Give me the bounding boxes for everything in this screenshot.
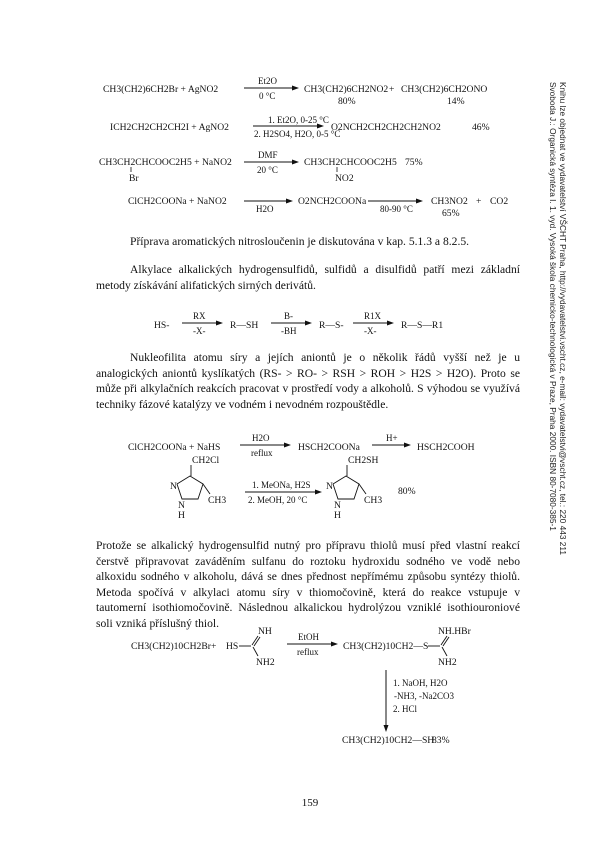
r8-solvent: EtOH [298, 632, 319, 642]
r5-arrow-2-above: B- [284, 311, 293, 321]
r5-arrow-1-below: -X- [193, 326, 206, 336]
r8-product-chain: CH3(CH2)10CH2—S [343, 641, 429, 652]
r2-product: O2NCH2CH2CH2CH2NO2 [331, 122, 441, 133]
r8-amine: NH2 [256, 657, 275, 668]
reaction-scheme-isothiouronium [0, 620, 600, 760]
r2-condition-1: 1. Et2O, 0-25 °C [268, 115, 329, 125]
r2-condition-2: 2. H2SO4, H2O, 0-5 °C [254, 129, 341, 139]
r1-plus: + [389, 84, 395, 95]
r5-thiol: R—SH [230, 320, 259, 331]
r1-yield-1: 80% [338, 96, 356, 107]
r3-product: CH3CH2CHCOOC2H5 [304, 157, 397, 168]
r8-product-imine-salt: NH.HBr [438, 626, 471, 637]
r8-final-yield: 83% [432, 735, 450, 746]
r8-final-thiol: CH3(CH2)10CH2—SH [342, 735, 435, 746]
svg-text:H: H [178, 510, 185, 521]
r5-arrow-3-above: R1X [364, 311, 382, 321]
r6-reactants: ClCH2COONa + NaHS [128, 442, 221, 453]
r1-product-1: CH3(CH2)6CH2NO2 [304, 84, 389, 95]
r5-arrow-3-below: -X- [364, 326, 377, 336]
r4-yield: 65% [442, 208, 460, 219]
r6-solvent: H2O [252, 433, 270, 443]
r7-condition-1: 1. MeONa, H2S [252, 480, 311, 490]
reaction-scheme-thiols [0, 426, 600, 536]
r5-thiolate: R—S- [319, 320, 344, 331]
r1-temperature: 0 °C [259, 91, 276, 101]
r5-sulfide: R—S—R1 [401, 320, 444, 331]
svg-text:N: N [334, 500, 341, 511]
r4-plus: + [476, 196, 482, 207]
r3-substituent-no2: NO2 [335, 173, 354, 184]
r3-temperature: 20 °C [257, 165, 278, 175]
r5-hydrosulfide: HS- [154, 320, 170, 331]
r1-reactants: CH3(CH2)6CH2Br + AgNO2 [103, 84, 219, 95]
svg-text:N: N [170, 481, 177, 492]
r5-arrow-2-below: -BH [281, 326, 297, 336]
paragraph-aromatic-nitro: Příprava aromatických nitrosloučenin je diskutována v kap. 5.1.3 a 8.2.5. [130, 235, 470, 248]
paragraph-thiourea-method: Protože se alkalický hydrogensulfid nutný pro přípravu thiolů musí před vlastní reakcí čerstvě připravovat zaváděním sulfanu do roztoku hydroxidu sodného ve vodě nebo alkoxidu sodného v alkoholu, dává se dnes přednost nepřímému způsobu syntézy thiolů. Metoda spočívá v alkylaci atomu síry v thiomočovině, která do reakce vstupuje v tautomerní isothiomočovině. Následnou alkalickou hydrolýzou vzniklé isothiouroniové soli vzniká příslušný thiol. [96, 539, 520, 630]
paragraph-nucleophilicity: Nukleofilita atomu síry a jejích aniontů je o několik řádů vyšší než je u analogických aniontů kyslíkatých (RS- > RO- > RSH > ROH > H2S > H2O). Proto se může při alkylačních reakcích pracovat v prostředí vody a alkoholů. S výhodou se využívá techniky fázové katalýzy ve vodném i nevodném rozpouštědle. [96, 351, 520, 411]
r7-product-imidazole [326, 455, 382, 521]
r6-intermediate: HSCH2COONa [298, 442, 360, 453]
r6-product: HSCH2COOH [417, 442, 475, 453]
r3-solvent: DMF [258, 150, 278, 160]
r4-product-2: CO2 [490, 196, 509, 207]
page-number: 159 [301, 797, 319, 809]
r8-alkyl-bromide: CH3(CH2)10CH2Br [131, 641, 211, 652]
r4-intermediate: O2NCH2COONa [298, 196, 367, 207]
r7-condition-2: 2. MeOH, 20 °C [248, 495, 308, 505]
r7-p-mercaptomethyl: CH2SH [348, 455, 379, 466]
r6-acid: H+ [386, 433, 398, 443]
r4-product-1: CH3NO2 [431, 196, 468, 207]
r8-condition: reflux [297, 647, 319, 657]
r4-temperature: 80-90 °C [380, 204, 413, 214]
r3-substituent-br: Br [129, 173, 139, 184]
reaction-scheme-nitro [0, 0, 600, 230]
r1-yield-2: 14% [447, 96, 465, 107]
r4-reactants: ClCH2COONa + NaNO2 [128, 196, 227, 207]
svg-text:N: N [326, 481, 333, 492]
r8-product-amine: NH2 [438, 657, 457, 668]
r7-p-methyl: CH3 [364, 495, 383, 506]
sidebar-ordering-info: Knihu lze objednat ve vydavatelství VŠCHT Praha, http://vydavatelstvi.vscht.cz, e-mail: vydavatelstvi@vscht.cz, tel.: 220 443 211 [558, 82, 568, 555]
svg-text:H: H [334, 510, 341, 521]
r4-solvent: H2O [256, 204, 274, 214]
r8-plus: + [211, 641, 217, 652]
r3-reactants: CH3CH2CHCOOC2H5 + NaNO2 [99, 157, 232, 168]
r1-solvent: Et2O [258, 76, 277, 86]
r7-sm-chloromethyl: CH2Cl [192, 455, 220, 466]
sidebar-citation: Svoboda J.: Organická syntéza I. 1. vyd. Vysoká škola chemicko-technologická v Praze, Praha 2000. ISBN 80-7080-385-1 [548, 82, 558, 531]
r2-reactants: ICH2CH2CH2CH2I + AgNO2 [110, 122, 229, 133]
r2-yield: 46% [472, 122, 490, 133]
r7-sm-methyl: CH3 [208, 495, 227, 506]
r6-condition: reflux [251, 448, 273, 458]
r7-starting-imidazole [170, 455, 226, 521]
r1-product-2: CH3(CH2)6CH2ONO [401, 84, 488, 95]
r8-hydrolysis-1: 1. NaOH, H2O [393, 678, 448, 688]
r5-arrow-1-above: RX [193, 311, 206, 321]
r3-yield: 75% [405, 157, 423, 168]
r8-hs: HS [226, 641, 239, 652]
r7-yield: 80% [398, 486, 416, 497]
r8-hydrolysis-2: 2. HCl [393, 704, 418, 714]
svg-text:N: N [178, 500, 185, 511]
paragraph-alkylation: Alkylace alkalických hydrogensulfidů, sulfidů a disulfidů patří mezi základní metody získávání alifatických sirných derivátů. [96, 263, 520, 292]
r8-imine: NH [258, 626, 272, 637]
r8-hydrolysis-byproducts: -NH3, -Na2CO3 [394, 691, 454, 701]
